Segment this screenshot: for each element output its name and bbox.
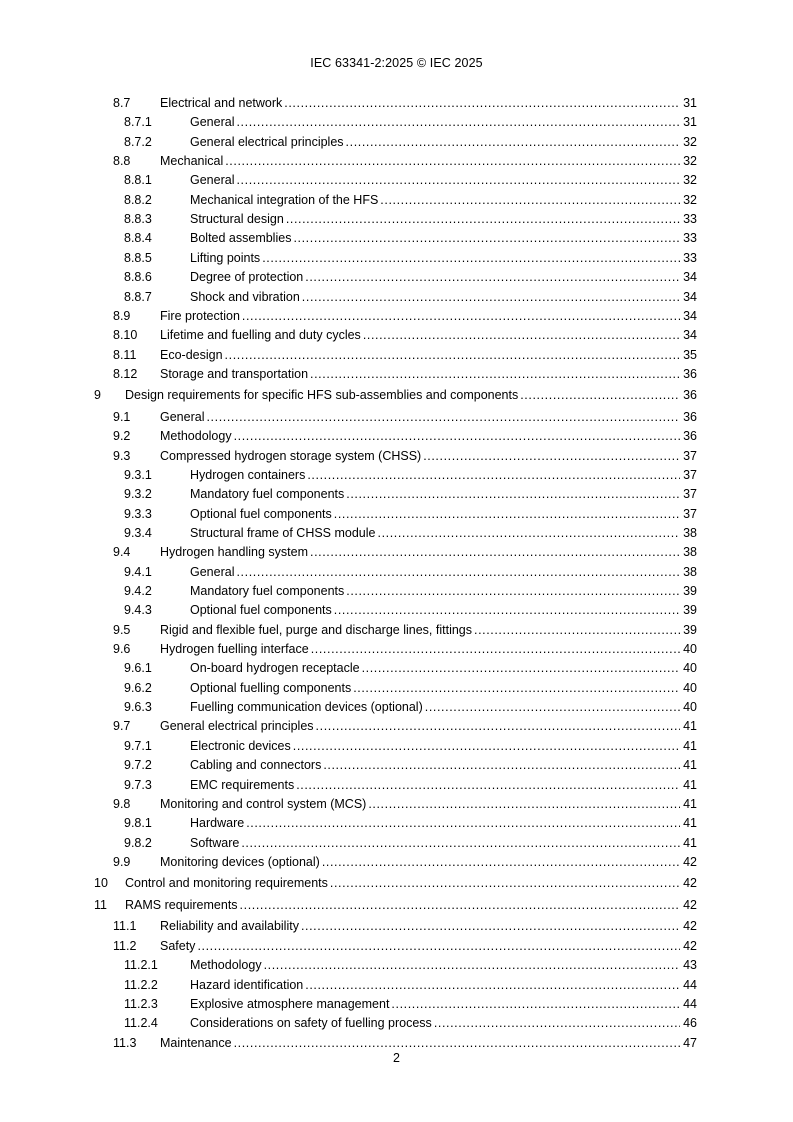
toc-entry-page: 38 — [683, 525, 697, 540]
toc-entry[interactable] — [0, 917, 793, 935]
dot-leader — [301, 917, 680, 935]
toc-entry-title: Lifetime and fuelling and duty cycles — [160, 328, 361, 343]
toc-entry[interactable] — [0, 171, 793, 189]
toc-entry[interactable] — [0, 795, 793, 813]
toc-entry-page: 37 — [683, 487, 697, 502]
toc-entry-title: Fire protection — [160, 308, 240, 323]
dot-leader — [302, 288, 680, 306]
toc-entry-number: 9.3.1 — [124, 467, 152, 482]
toc-entry-title: Optional fuel components — [190, 603, 332, 618]
toc-entry-page: 40 — [683, 680, 697, 695]
toc-entry-number: 9.6.2 — [124, 680, 152, 695]
toc-entry[interactable] — [0, 249, 793, 267]
toc-entry[interactable] — [0, 582, 793, 600]
toc-entry[interactable] — [0, 307, 793, 325]
toc-entry[interactable] — [0, 601, 793, 619]
toc-entry[interactable] — [0, 346, 793, 364]
toc-entry-title: Bolted assemblies — [190, 231, 292, 246]
toc-entry[interactable] — [0, 853, 793, 871]
dot-leader — [380, 191, 680, 209]
toc-entry-title: Electronic devices — [190, 738, 291, 753]
toc-entry-number: 8.7.2 — [124, 134, 152, 149]
toc-entry-number: 11.1 — [113, 919, 137, 934]
toc-entry-number: 9.4.2 — [124, 584, 152, 598]
toc-entry-page: 36 — [683, 429, 697, 444]
toc-entry-title: Structural frame of CHSS module — [190, 525, 376, 540]
toc-entry[interactable] — [0, 621, 793, 639]
dot-leader — [241, 834, 680, 852]
toc-entry-title: Hardware — [190, 816, 245, 831]
toc-entry-title: Methodology — [160, 429, 232, 444]
toc-entry-page: 39 — [683, 622, 697, 637]
toc-entry-page: 34 — [683, 308, 697, 323]
toc-entry-page: 37 — [683, 467, 697, 482]
toc-entry-title: Optional fuel components — [190, 506, 332, 521]
toc-entry-number: 9 — [94, 388, 101, 403]
toc-entry-page: 41 — [683, 719, 697, 734]
dot-leader — [334, 505, 680, 523]
dot-leader — [305, 268, 680, 286]
toc-entry-page: 43 — [683, 958, 697, 973]
toc-entry-title: Eco-design — [160, 347, 223, 362]
toc-entry-number: 8.11 — [113, 347, 137, 362]
toc-entry-number: 9.3.3 — [124, 506, 152, 521]
toc-entry-title: Mechanical integration of the HFS — [190, 192, 379, 207]
toc-entry-page: 46 — [683, 1016, 697, 1031]
toc-entry-number: 11.2.3 — [124, 996, 158, 1011]
toc-entry[interactable] — [0, 288, 793, 306]
dot-leader — [236, 171, 680, 189]
toc-entry-page: 40 — [683, 642, 697, 657]
toc-entry-number: 8.8 — [113, 154, 131, 169]
toc-entry-page: 44 — [683, 977, 697, 992]
toc-entry[interactable] — [0, 191, 793, 209]
toc-entry-title: On-board hydrogen receptacle — [190, 661, 360, 676]
toc-entry-page: 41 — [683, 777, 697, 792]
dot-leader — [425, 698, 680, 716]
toc-entry-title: Mandatory fuel components — [190, 487, 345, 502]
toc-entry-number: 11.2.4 — [124, 1016, 158, 1031]
toc-entry-page: 33 — [683, 231, 697, 246]
dot-leader — [346, 485, 680, 503]
toc-entry[interactable] — [0, 717, 793, 735]
toc-entry-page: 36 — [683, 366, 697, 381]
toc-entry[interactable] — [0, 133, 793, 151]
toc-entry-page: 38 — [683, 564, 697, 579]
toc-entry-title: Safety — [160, 938, 196, 953]
dot-leader — [236, 113, 680, 131]
toc-entry[interactable] — [0, 447, 793, 465]
dot-leader — [363, 326, 680, 344]
dot-leader — [520, 386, 680, 404]
dot-leader — [323, 756, 680, 774]
toc-entry-title: Electrical and network — [160, 96, 283, 110]
toc-entry-title: Lifting points — [190, 250, 261, 265]
toc-entry-number: 9.8.1 — [124, 816, 152, 831]
toc-entry[interactable] — [0, 814, 793, 832]
toc-entry[interactable] — [0, 834, 793, 852]
dot-leader — [330, 874, 680, 892]
toc-entry-title: Hydrogen handling system — [160, 545, 308, 560]
toc-entry-page: 42 — [683, 876, 697, 891]
toc-entry-number: 11.2.2 — [124, 977, 158, 992]
toc-entry-number: 9.4.1 — [124, 564, 152, 579]
toc-entry-page: 31 — [683, 115, 697, 130]
dot-leader — [311, 640, 680, 658]
toc-entry-page: 44 — [683, 996, 697, 1011]
toc-entry[interactable] — [0, 427, 793, 445]
toc-entry-number: 8.9 — [113, 308, 131, 323]
toc-entry[interactable] — [0, 1034, 793, 1052]
toc-entry-number: 9.8.2 — [124, 835, 152, 850]
toc-entry-number: 9.7 — [113, 719, 131, 734]
toc-entry-title: Software — [190, 835, 240, 850]
toc-entry-title: Storage and transportation — [160, 366, 309, 381]
toc-entry[interactable] — [0, 659, 793, 677]
toc-entry-title: Maintenance — [160, 1035, 232, 1050]
toc-entry-number: 9.3 — [113, 448, 131, 463]
toc-entry-page: 32 — [683, 154, 697, 169]
dot-leader — [310, 365, 680, 383]
toc-entry-number: 8.8.1 — [124, 173, 152, 188]
toc-entry-number: 9.3.2 — [124, 487, 152, 502]
toc-entry-number: 8.8.2 — [124, 192, 152, 207]
dot-leader — [434, 1014, 680, 1032]
dot-leader — [286, 210, 680, 228]
toc-entry[interactable] — [0, 524, 793, 542]
toc-entry-page: 39 — [683, 584, 697, 598]
toc-entry[interactable] — [0, 1014, 793, 1032]
toc-entry-page: 36 — [683, 388, 697, 403]
toc-entry-number: 10 — [94, 876, 108, 891]
toc-entry-page: 32 — [683, 173, 697, 188]
dot-leader — [225, 152, 680, 170]
toc-entry[interactable] — [0, 365, 793, 383]
dot-leader — [234, 1034, 680, 1052]
toc-entry-page: 33 — [683, 250, 697, 265]
dot-leader — [474, 621, 680, 639]
dot-leader — [242, 307, 680, 325]
toc-entry-title: Methodology — [190, 958, 262, 973]
toc-entry-page: 42 — [683, 938, 697, 953]
toc-entry[interactable] — [0, 737, 793, 755]
toc-entry-page: 41 — [683, 816, 697, 831]
dot-leader — [234, 427, 680, 445]
toc-entry-number: 9.6.1 — [124, 661, 152, 676]
dot-leader — [296, 776, 680, 794]
dot-leader — [206, 408, 680, 426]
toc-entry[interactable] — [0, 386, 793, 404]
toc-entry-page: 34 — [683, 270, 697, 285]
toc-entry[interactable] — [0, 210, 793, 228]
toc-entry-page: 35 — [683, 347, 697, 362]
toc-entry[interactable] — [0, 776, 793, 794]
toc-entry[interactable] — [0, 466, 793, 484]
toc-entry[interactable] — [0, 229, 793, 247]
toc-entry-number: 8.8.4 — [124, 231, 152, 246]
dot-leader — [322, 853, 680, 871]
toc-entry-title: Explosive atmosphere management — [190, 996, 390, 1011]
toc-entry-number: 11 — [94, 897, 107, 912]
toc-entry-title: General — [190, 564, 235, 579]
toc-entry[interactable] — [0, 113, 793, 131]
page-header: IEC 63341-2:2025 © IEC 2025 — [310, 56, 483, 70]
toc-entry-title: EMC requirements — [190, 777, 295, 792]
page-number: 2 — [393, 1051, 400, 1065]
dot-leader — [362, 659, 680, 677]
toc-entry-title: Monitoring and control system (MCS) — [160, 796, 367, 811]
dot-leader — [293, 229, 680, 247]
toc-entry[interactable] — [0, 94, 793, 112]
toc-entry-number: 9.1 — [113, 409, 131, 424]
toc-entry-page: 42 — [683, 854, 697, 869]
toc-entry-number: 9.2 — [113, 429, 131, 444]
toc-entry-title: Hazard identification — [190, 977, 304, 992]
toc-entry[interactable] — [0, 640, 793, 658]
toc-entry-number: 8.8.5 — [124, 250, 152, 265]
toc-entry-page: 41 — [683, 835, 697, 850]
toc-entry-number: 9.6 — [113, 642, 131, 657]
toc-entry-title: RAMS requirements — [125, 897, 238, 912]
toc-entry-page: 42 — [683, 897, 697, 912]
dot-leader — [346, 133, 680, 151]
toc-entry-number: 9.3.4 — [124, 525, 152, 540]
toc-entry-title: Shock and vibration — [190, 289, 300, 304]
toc-entry[interactable] — [0, 698, 793, 716]
toc-entry-page: 36 — [683, 409, 697, 424]
toc-entry-number: 11.2 — [113, 938, 137, 953]
toc-entry[interactable] — [0, 937, 793, 955]
toc-entry[interactable] — [0, 563, 793, 581]
toc-entry[interactable] — [0, 756, 793, 774]
dot-leader — [264, 956, 680, 974]
dot-leader — [236, 563, 680, 581]
toc-entry-number: 8.8.6 — [124, 270, 152, 285]
dot-leader — [346, 582, 680, 600]
toc-entry-number: 9.9 — [113, 854, 131, 869]
dot-leader — [197, 937, 680, 955]
toc-entry-title: Compressed hydrogen storage system (CHSS) — [160, 448, 422, 463]
dot-leader — [316, 717, 680, 735]
dot-leader — [307, 466, 680, 484]
toc-entry-page: 47 — [683, 1035, 697, 1050]
toc-entry-number: 8.7.1 — [124, 115, 152, 130]
dot-leader — [334, 601, 680, 619]
toc-entry[interactable] — [0, 543, 793, 561]
dot-leader — [262, 249, 680, 267]
toc-entry-title: Hydrogen containers — [190, 467, 306, 482]
toc-entry-number: 8.10 — [113, 328, 138, 343]
dot-leader — [391, 995, 680, 1013]
toc-entry[interactable] — [0, 152, 793, 170]
toc-entry-page: 39 — [683, 603, 697, 618]
toc-entry-page: 38 — [683, 545, 697, 560]
dot-leader — [284, 94, 680, 112]
toc-entry-page: 33 — [683, 212, 697, 227]
dot-leader — [310, 543, 680, 561]
dot-leader — [293, 737, 680, 755]
toc-entry-page: 41 — [683, 738, 697, 753]
toc-entry-title: Monitoring devices (optional) — [160, 854, 320, 869]
toc-entry-page: 40 — [683, 661, 697, 676]
toc-entry-page: 42 — [683, 919, 697, 934]
toc-entry-title: Control and monitoring requirements — [125, 876, 328, 891]
toc-entry-title: Optional fuelling components — [190, 680, 352, 695]
toc-entry-title: Mechanical — [160, 154, 224, 169]
dot-leader — [423, 447, 680, 465]
toc-entry-title: General — [190, 115, 235, 130]
toc-entry-page: 34 — [683, 289, 697, 304]
toc-entry-title: Cabling and connectors — [190, 758, 322, 773]
dot-leader — [225, 346, 680, 364]
toc-entry-title: Structural design — [190, 212, 284, 227]
toc-entry-number: 9.6.3 — [124, 700, 152, 715]
toc-entry-number: 9.7.3 — [124, 777, 152, 792]
toc-entry-page: 41 — [683, 796, 697, 811]
toc-entry-number: 8.12 — [113, 366, 138, 381]
toc-entry-title: Design requirements for specific HFS sub-assemblies and components — [125, 388, 519, 403]
toc-entry[interactable] — [0, 956, 793, 974]
toc-entry-title: Considerations on safety of fuelling process — [190, 1016, 432, 1031]
toc-entry-number: 9.8 — [113, 796, 131, 811]
toc-entry-page: 31 — [683, 96, 697, 110]
toc-entry-title: Fuelling communication devices (optional) — [190, 700, 423, 715]
toc-entry[interactable] — [0, 874, 793, 892]
toc-entry-title: General — [160, 409, 205, 424]
toc-entry-page: 37 — [683, 448, 697, 463]
toc-entry-number: 8.7 — [113, 96, 131, 110]
dot-leader — [353, 679, 680, 697]
toc-entry-number: 9.4 — [113, 545, 131, 560]
toc-entry-number: 9.7.2 — [124, 758, 152, 773]
toc-entry-number: 9.7.1 — [124, 738, 152, 753]
dot-leader — [246, 814, 680, 832]
toc-entry-number: 11.2.1 — [124, 958, 158, 973]
toc-entry[interactable] — [0, 408, 793, 426]
toc-entry-page: 37 — [683, 506, 697, 521]
toc-entry[interactable] — [0, 485, 793, 503]
toc-entry-title: Hydrogen fuelling interface — [160, 642, 309, 657]
toc-entry-title: General electrical principles — [190, 134, 344, 149]
toc-entry-page: 34 — [683, 328, 697, 343]
toc-entry-title: General electrical principles — [160, 719, 314, 734]
toc-entry-title: Mandatory fuel components — [190, 584, 345, 598]
toc-entry[interactable] — [0, 268, 793, 286]
toc-entry-title: Rigid and flexible fuel, purge and discharge lines, fittings — [160, 622, 472, 637]
toc-entry-number: 8.8.7 — [124, 289, 152, 304]
toc-entry-title: General — [190, 173, 235, 188]
toc-entry-page: 40 — [683, 700, 697, 715]
toc-entry-number: 9.4.3 — [124, 603, 152, 618]
toc-entry-title: Degree of protection — [190, 270, 304, 285]
toc-entry-number: 9.5 — [113, 622, 131, 637]
toc-entry[interactable] — [0, 995, 793, 1013]
dot-leader — [378, 524, 681, 542]
toc-entry-page: 32 — [683, 134, 697, 149]
toc-entry-page: 41 — [683, 758, 697, 773]
toc-entry[interactable] — [0, 505, 793, 523]
toc-entry[interactable] — [0, 326, 793, 344]
toc-entry-title: Reliability and availability — [160, 919, 299, 934]
toc-entry-number: 11.3 — [113, 1035, 137, 1050]
dot-leader — [305, 976, 680, 994]
toc-entry-number: 8.8.3 — [124, 212, 152, 227]
toc-entry[interactable] — [0, 679, 793, 697]
dot-leader — [240, 896, 680, 914]
toc-entry-page: 32 — [683, 192, 697, 207]
toc-entry[interactable] — [0, 976, 793, 994]
toc-entry[interactable] — [0, 896, 793, 914]
dot-leader — [368, 795, 680, 813]
